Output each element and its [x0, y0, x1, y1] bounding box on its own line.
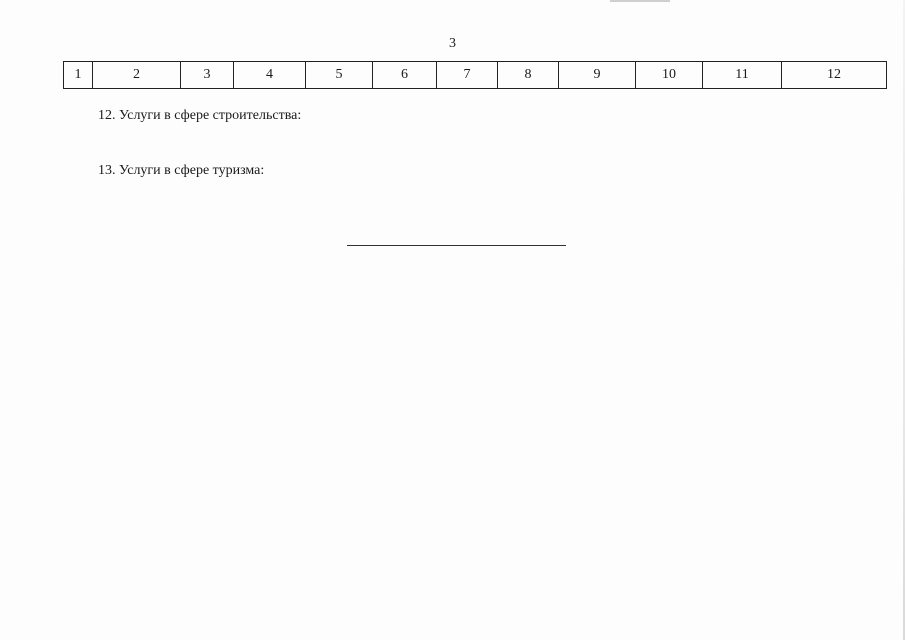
column-number-cell: 8: [498, 62, 559, 89]
page-number: 3: [449, 36, 456, 51]
column-number-cell: 11: [703, 62, 782, 89]
column-number-cell: 7: [437, 62, 498, 89]
column-number-table: [63, 61, 887, 89]
section-construction-services: 12. Услуги в сфере строительства:: [98, 108, 302, 123]
column-number-cell: 1: [64, 62, 93, 89]
section-tourism-services: 13. Услуги в сфере туризма:: [98, 163, 265, 178]
column-number-cell: 4: [234, 62, 306, 89]
column-number-cell: 5: [306, 62, 373, 89]
column-number-cell: 2: [93, 62, 181, 89]
column-number-cell: 12: [782, 62, 887, 89]
column-number-cell: 3: [181, 62, 234, 89]
column-number-cell: 9: [559, 62, 636, 89]
scan-artifact-top: [610, 0, 670, 2]
column-number-cell: 6: [373, 62, 437, 89]
column-number-cell: 10: [636, 62, 703, 89]
table-row: [64, 62, 887, 89]
document-end-line: [347, 245, 566, 246]
